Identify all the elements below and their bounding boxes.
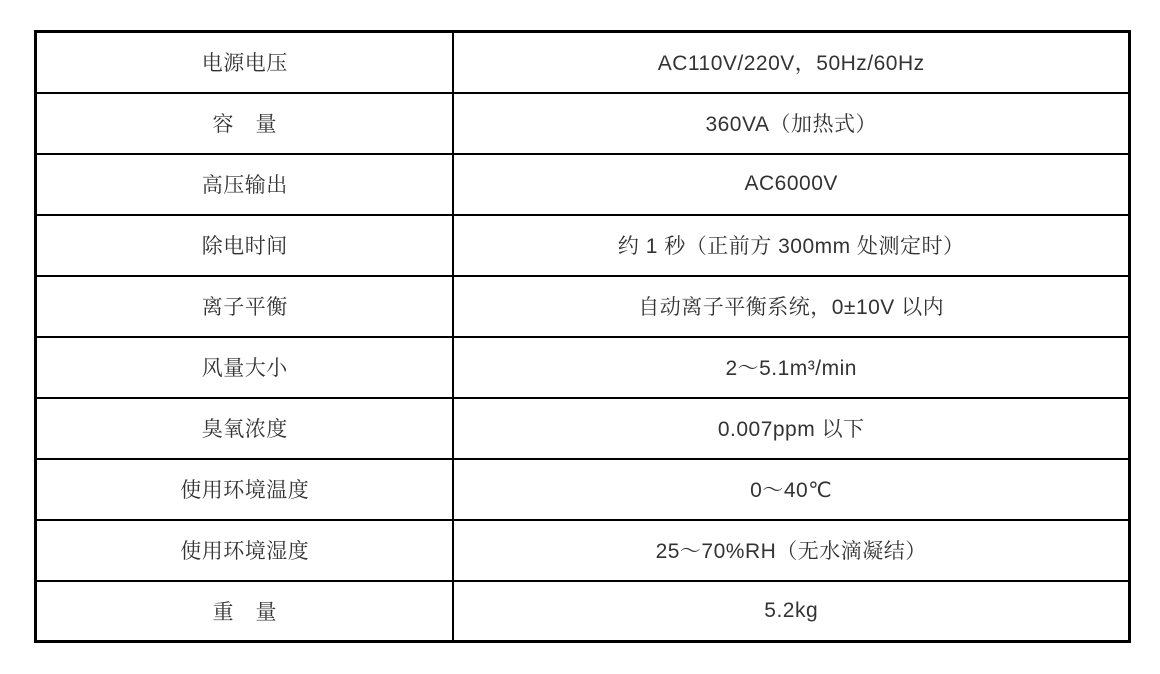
spec-label: 使用环境湿度 [36, 520, 454, 581]
spec-value: 2～5.1m³/min [453, 337, 1129, 398]
table-row [36, 276, 1130, 337]
spec-value: 约 1 秒（正前方 300mm 处测定时） [453, 215, 1129, 276]
table-row [36, 32, 1130, 93]
spec-table-body [36, 32, 1130, 642]
table-row [36, 581, 1130, 642]
table-row [36, 93, 1130, 154]
table-row [36, 398, 1130, 459]
spec-value: 25～70%RH（无水滴凝结） [453, 520, 1129, 581]
spec-label: 使用环境温度 [36, 459, 454, 520]
spec-value: 0.007ppm 以下 [453, 398, 1129, 459]
table-row [36, 337, 1130, 398]
spec-label: 容 量 [36, 93, 454, 154]
spec-value: AC110V/220V，50Hz/60Hz [453, 32, 1129, 93]
spec-label: 电源电压 [36, 32, 454, 93]
spec-value: 自动离子平衡系统，0±10V 以内 [453, 276, 1129, 337]
spec-label: 除电时间 [36, 215, 454, 276]
spec-label: 高压输出 [36, 154, 454, 215]
spec-label: 风量大小 [36, 337, 454, 398]
spec-value: 360VA（加热式） [453, 93, 1129, 154]
table-row [36, 215, 1130, 276]
spec-table-container [34, 30, 1131, 643]
spec-label: 离子平衡 [36, 276, 454, 337]
spec-table [34, 30, 1131, 643]
spec-label: 重 量 [36, 581, 454, 642]
table-row [36, 154, 1130, 215]
spec-value: AC6000V [453, 154, 1129, 215]
table-row [36, 520, 1130, 581]
table-row [36, 459, 1130, 520]
spec-value: 0～40℃ [453, 459, 1129, 520]
spec-value: 5.2kg [453, 581, 1129, 642]
spec-label: 臭氧浓度 [36, 398, 454, 459]
